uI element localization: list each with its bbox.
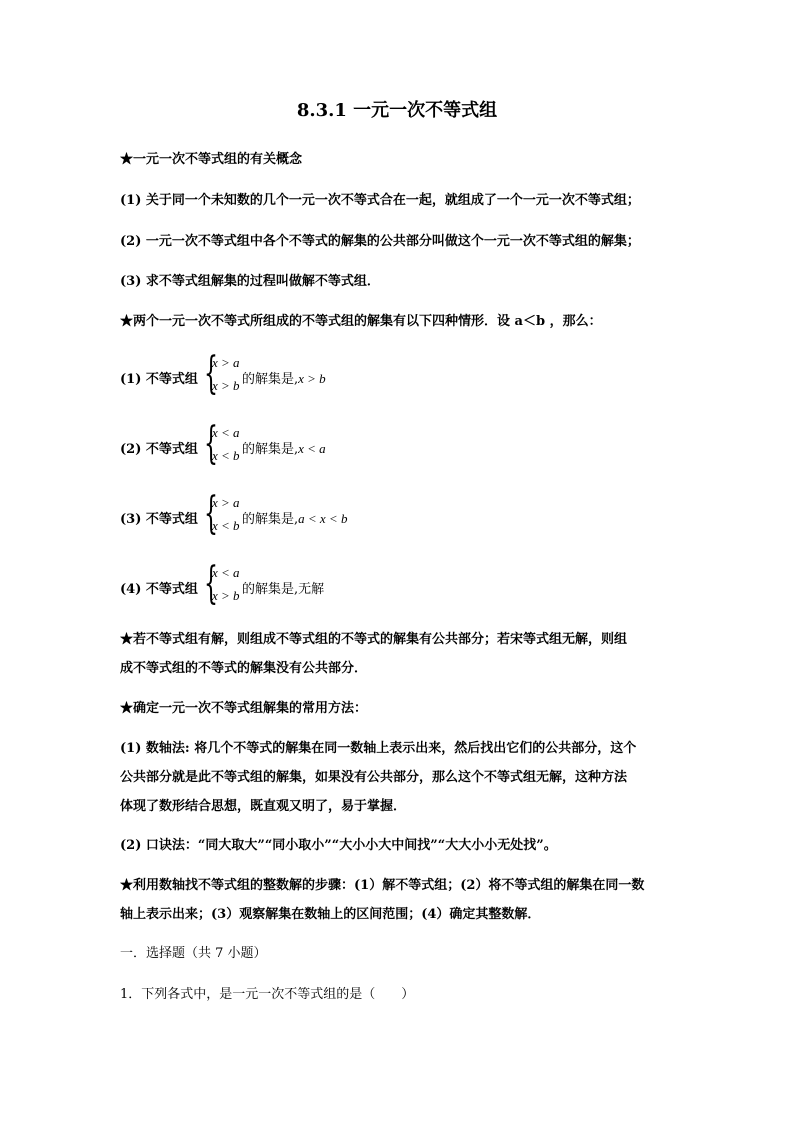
brace-icon: { xyxy=(204,558,218,609)
page-title: 8.3.1 一元一次不等式组 xyxy=(296,100,498,121)
steps-line-1: ★利用数轴找不等式组的整数解的步骤：(1）解不等式组；(2）将不等式组的解集在同一数 xyxy=(120,878,645,893)
inequality-2: x < b xyxy=(212,518,240,533)
method1-line-3: 体现了数形结合思想，既直观又明了，易于掌握． xyxy=(120,799,407,814)
solution-note-line-2: 成不等式组的不等式的解集没有公共部分． xyxy=(120,661,368,676)
method2: (2) 口诀法：“同大取大”“同小取小”“大小小大中间找”“大大小小无处找”。 xyxy=(120,838,557,853)
concept-item-1: (1) 关于同一个未知数的几个一元一次不等式合在一起，就组成了一个一元一次不等式组； xyxy=(120,193,640,208)
solution-note-line-1: ★若不等式组有解，则组成不等式组的不等式的解集有公共部分；若宋等式组无解，则组 xyxy=(120,632,628,647)
brace-icon: { xyxy=(204,488,218,539)
inequality-2: x > b xyxy=(212,588,240,603)
result-text: 的解集是,无解 xyxy=(242,582,325,597)
inequality-1: x > a xyxy=(212,355,240,370)
result-text: 的解集是, xyxy=(242,442,299,457)
method1-line-1: (1) 数轴法: 将几个不等式的解集在同一数轴上表示出来，然后找出它们的公共部分，这个 xyxy=(120,741,637,756)
case-label: (2) 不等式组 xyxy=(120,442,198,457)
inequality-1: x < a xyxy=(212,425,240,440)
methods-heading: ★确定一元一次不等式组解集的常用方法： xyxy=(120,701,368,716)
inequality-1: x > a xyxy=(212,495,240,510)
brace-icon: { xyxy=(204,348,218,399)
inequality-2: x < b xyxy=(212,448,240,463)
case-result xyxy=(242,578,324,597)
result-math: x < a xyxy=(298,441,326,456)
result-math: a < x < b xyxy=(298,511,348,526)
result-math: x > b xyxy=(298,371,326,386)
result-text: 的解集是, xyxy=(242,372,299,387)
result-text: 的解集是, xyxy=(242,512,299,527)
inequality-2: x > b xyxy=(212,378,240,393)
case-result xyxy=(242,508,347,527)
steps-line-2: 轴上表示出来；(3）观察解集在数轴上的区间范围；(4）确定其整数解． xyxy=(120,907,541,922)
brace-icon: { xyxy=(204,418,218,469)
method1-line-2: 公共部分就是此不等式组的解集，如果没有公共部分，那么这个不等式组无解，这种方法 xyxy=(120,770,628,785)
inequality-1: x < a xyxy=(212,565,240,580)
case-label: (3) 不等式组 xyxy=(120,512,198,527)
case-result xyxy=(242,368,326,387)
question-1: 1．下列各式中，是一元一次不等式组的是（ ） xyxy=(120,987,415,1002)
case-label: (4) 不等式组 xyxy=(120,582,198,597)
concept-heading: ★一元一次不等式组的有关概念 xyxy=(120,152,303,167)
cases-heading: ★两个一元一次不等式所组成的不等式组的解集有以下四种情形．设 a＜b ，那么： xyxy=(120,314,602,329)
case-label: (1) 不等式组 xyxy=(120,372,198,387)
concept-item-2: (2) 一元一次不等式组中各个不等式的解集的公共部分叫做这个一元一次不等式组的解集； xyxy=(120,234,640,249)
section-heading: 一．选择题（共 7 小题） xyxy=(120,946,267,961)
case-result xyxy=(242,438,326,457)
concept-item-3: (3) 求不等式组解集的过程叫做解不等式组． xyxy=(120,274,380,289)
